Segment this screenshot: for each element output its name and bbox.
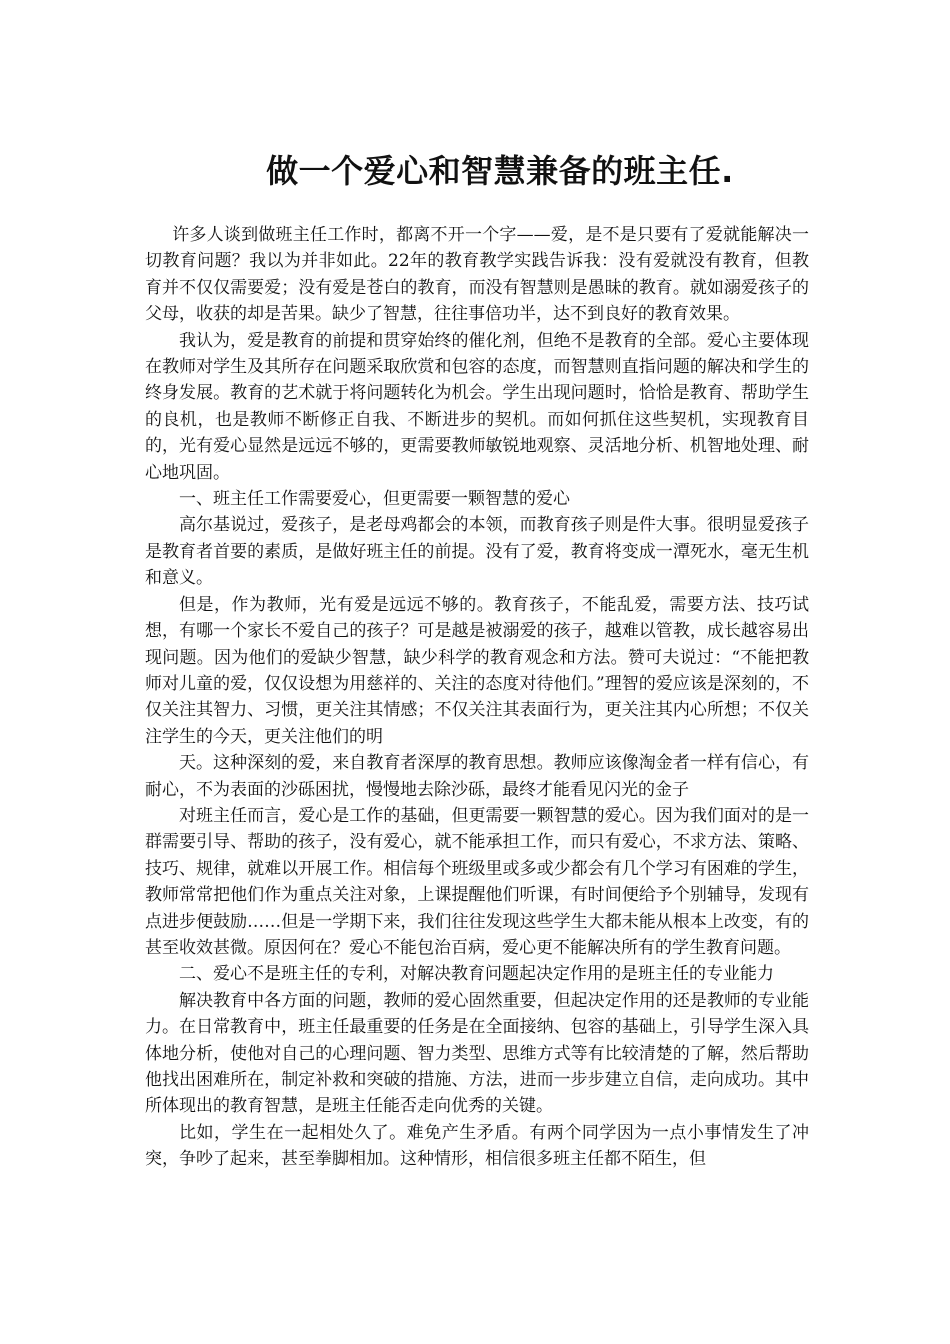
paragraph-gorky: 高尔基说过，爱孩子，是老母鸡都会的本领，而教育孩子则是件大事。很明显爱孩子是教育者首要的素质，是做好班主任的前提。没有了爱，教育将变成一潭死水，毫无生机和意义。 — [145, 515, 809, 589]
section-heading-2: 二、爱心不是班主任的专利，对解决教育问题起决定作用的是班主任的专业能力 — [179, 964, 774, 985]
paragraph-love-not-enough: 但是，作为教师，光有爱是远远不够的。教育孩子，不能乱爱，需要方法、技巧试想，有哪一个家长不爱自己的孩子？可是越是被溺爱的孩子，越难以管教，成长越容易出现问题。因为他们的爱缺少智慧，缺少科学的教育观念和方法。赞可夫说过：“不能把教师对儿童的爱，仅仅设想为用慈祥的、关注的态度对待他们。”理智的爱应该是深刻的，不仅关注其智力、习惯，更关注其情感；不仅关注其表面行为，更关注其内心所想；不仅关注学生的今天，更关注他们的明 — [145, 594, 809, 747]
paragraph-wise-love: 对班主任而言，爱心是工作的基础，但更需要一颗智慧的爱心。因为我们面对的是一群需要引导、帮助的孩子，没有爱心，就不能承担工作，而只有爱心，不求方法、策略、技巧、规律，就难以开展工作。相信每个班级里或多或少都会有几个学习有困难的学生，教师常常把他们作为重点关注对象，上课提醒他们听课，有时间便给予个别辅导，发现有点进步便鼓励……但是一学期下来，我们往往发现这些学生大都未能从根本上改变，有的甚至收效甚微。原因何在？爱心不能包治百病，爱心更不能解决所有的学生教育问题。 — [145, 805, 809, 958]
paragraph-professional-ability: 解决教育中各方面的问题，教师的爱心固然重要，但起决定作用的还是教师的专业能力。在日常教育中，班主任最重要的任务是在全面接纳、包容的基础上，引导学生深入具体地分析，使他对自己的心理问题、智力类型、思维方式等有比较清楚的了解，然后帮助他找出困难所在，制定补救和突破的措施、方法，进而一步步建立自信，走向成功。其中所体现出的教育智慧，是班主任能否走向优秀的关键。 — [145, 990, 809, 1117]
paragraph-gold-digger: 天。这种深刻的爱，来自教育者深厚的教育思想。教师应该像淘金者一样有信心，有耐心，不为表面的沙砾困扰，慢慢地去除沙砾，最终才能看见闪光的金子 — [145, 753, 809, 800]
document-body — [145, 222, 809, 1173]
document-title: 做一个爱心和智慧兼备的班主任. — [266, 152, 734, 191]
paragraph-intro: 许多人谈到做班主任工作时，都离不开一个字——爱，是不是只要有了爱就能解决一切教育问题？我以为并非如此。22年的教育教学实践告诉我：没有爱就没有教育，但教育并不仅仅需要爱；没有爱是苍白的教育，而没有智慧则是愚昧的教育。就如溺爱孩子的父母，收获的却是苦果。缺少了智慧，往往事倍功半，达不到良好的教育效果。 — [145, 225, 809, 325]
section-heading-1: 一、班主任工作需要爱心，但更需要一颗智慧的爱心 — [179, 489, 570, 510]
paragraph-example-conflict: 比如，学生在一起相处久了。难免产生矛盾。有两个同学因为一点小事情发生了冲突，争吵了起来，甚至拳脚相加。这种情形，相信很多班主任都不陌生，但 — [145, 1122, 809, 1170]
paragraph-love-premise: 我认为，爱是教育的前提和贯穿始终的催化剂，但绝不是教育的全部。爱心主要体现在教师对学生及其所存在问题采取欣赏和包容的态度，而智慧则直指问题的解决和学生的终身发展。教育的艺术就于将问题转化为机会。学生出现问题时，恰恰是教育、帮助学生的良机，也是教师不断修正自我、不断进步的契机。而如何抓住这些契机，实现教育目的，光有爱心显然是远远不够的，更需要教师敏锐地观察、灵活地分析、机智地处理、耐心地巩固。 — [145, 330, 809, 483]
